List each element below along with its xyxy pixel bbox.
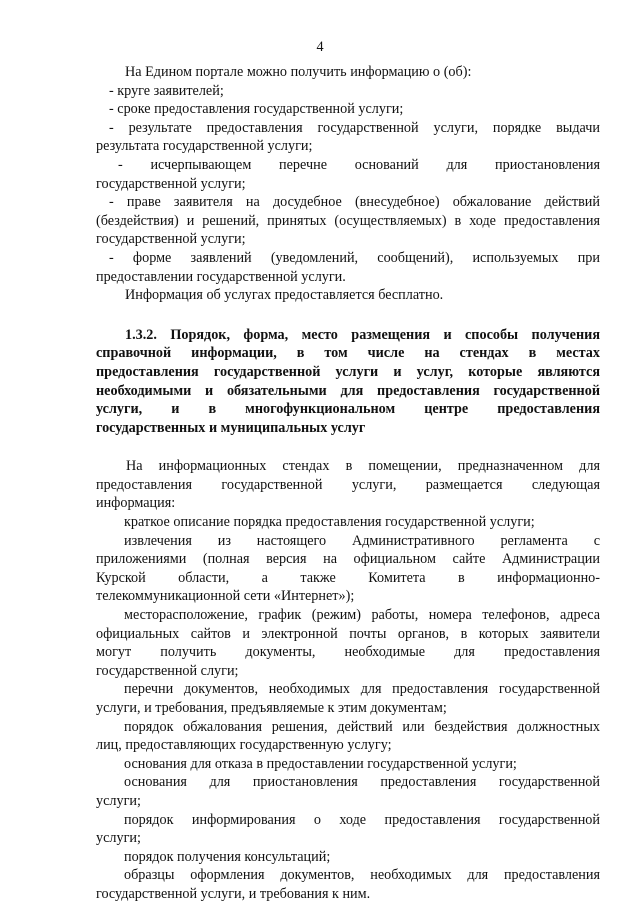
paragraph-line: На Едином портале можно получить информацию о (об): bbox=[125, 64, 472, 80]
heading-line: необходимыми и обязательными для предоставления государственной bbox=[96, 382, 600, 399]
paragraph-line: результата государственной услуги; bbox=[96, 138, 313, 155]
info-list-section bbox=[96, 63, 600, 305]
paragraph-line: государственной слуги; bbox=[96, 662, 239, 679]
paragraph-line: Информация об услугах предоставляется бесплатно. bbox=[125, 287, 444, 304]
paragraph-line: основания для отказа в предоставлении государственной услуги; bbox=[124, 755, 517, 772]
paragraph-line: порядок обжалования решения, действий или бездействия должностных bbox=[124, 718, 600, 735]
paragraph-line: телекоммуникационной сети «Интернет»); bbox=[96, 588, 355, 605]
paragraph-line: государственной услуги, и требования к ним. bbox=[96, 885, 371, 902]
paragraph-line: перечни документов, необходимых для предоставления государственной bbox=[124, 681, 600, 698]
paragraph-line: - форме заявлений (уведомлений, сообщений), используемых при bbox=[109, 249, 600, 266]
heading-line: справочной информации, в том числе на стендах в местах bbox=[96, 345, 600, 362]
spacer bbox=[96, 437, 600, 457]
paragraph-line: государственной услуги; bbox=[96, 175, 246, 192]
page-content bbox=[96, 63, 600, 904]
paragraph-line: основания для приостановления предоставления государственной bbox=[124, 774, 600, 791]
section-heading bbox=[96, 326, 600, 438]
paragraph-line: - праве заявителя на досудебное (внесудебное) обжалование действий bbox=[109, 194, 600, 211]
paragraph-line: информация: bbox=[96, 495, 176, 512]
stand-info-section bbox=[96, 457, 600, 903]
page-number: 4 bbox=[316, 39, 324, 55]
paragraph-line: предоставлении государственной услуги. bbox=[96, 268, 346, 285]
heading-line: предоставления государственной услуги и услуг, которые являются bbox=[96, 363, 600, 380]
paragraph-line: приложениями (полная версия на официальном сайте Администрации bbox=[96, 551, 600, 568]
paragraph-line: краткое описание порядка предоставления государственной услуги; bbox=[124, 514, 535, 531]
heading-line: услуги, и в многофункциональном центре предоставления bbox=[96, 401, 600, 418]
paragraph-line: образцы оформления документов, необходимых для предоставления bbox=[124, 867, 600, 884]
paragraph-line: - круге заявителей; bbox=[109, 82, 224, 99]
paragraph-line: Курской области, а также Комитета в информационно- bbox=[96, 569, 600, 586]
paragraph-line: На информационных стендах в помещении, предназначенном для bbox=[126, 458, 600, 475]
paragraph-line: (бездействия) и решений, принятых (осуществляемых) в ходе предоставления bbox=[96, 212, 600, 229]
heading-line: 1.3.2. Порядок, форма, место размещения и способы получения bbox=[125, 326, 600, 343]
paragraph-line: извлечения из настоящего Административного регламента с bbox=[124, 532, 600, 549]
paragraph-line: услуги; bbox=[96, 792, 141, 809]
paragraph-line: услуги, и требования, предъявляемые к этим документам; bbox=[96, 700, 447, 716]
paragraph-line: месторасположение, график (режим) работы, номера телефонов, адреса bbox=[124, 607, 600, 624]
paragraph-line: лиц, предоставляющих государственную услугу; bbox=[96, 737, 392, 754]
paragraph-line: - исчерпывающем перечне оснований для приостановления bbox=[118, 156, 600, 173]
paragraph-line: государственной услуги; bbox=[96, 231, 246, 248]
paragraph-line: официальных сайтов и электронной почты органов, в которых заявители bbox=[96, 625, 600, 642]
paragraph-line: - результате предоставления государственной услуги, порядке выдачи bbox=[109, 119, 600, 136]
paragraph-line: услуги; bbox=[96, 830, 141, 847]
heading-line: государственных и муниципальных услуг bbox=[96, 419, 366, 436]
paragraph-line: - сроке предоставления государственной услуги; bbox=[109, 101, 404, 118]
paragraph-line: могут получить документы, необходимые для предоставления bbox=[96, 644, 600, 661]
paragraph-line: предоставления государственной услуги, размещается следующая bbox=[96, 476, 600, 493]
paragraph-line: порядок получения консультаций; bbox=[124, 848, 331, 865]
paragraph-line: порядок информирования о ходе предоставления государственной bbox=[124, 811, 600, 828]
